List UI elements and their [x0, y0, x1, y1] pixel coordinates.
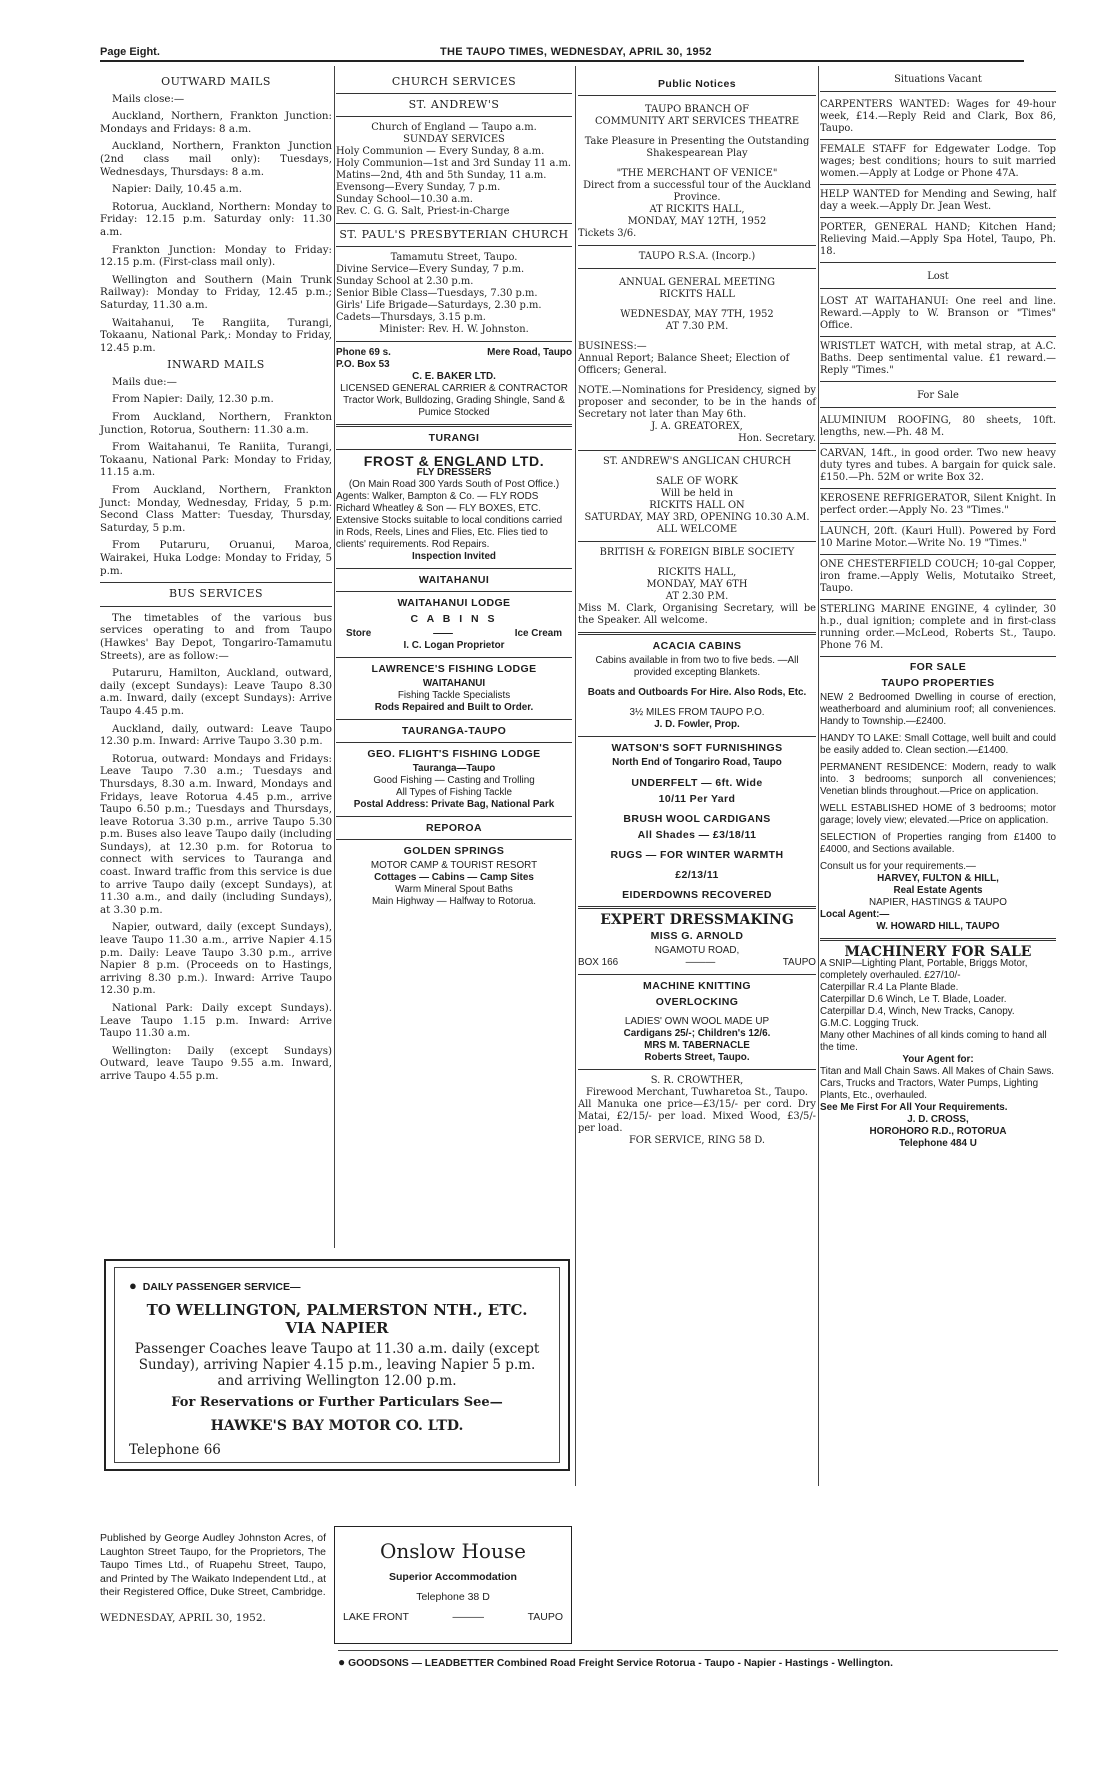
cabins: C A B I N S: [410, 613, 498, 625]
watson-title: WATSON'S SOFT FURNISHINGS: [611, 742, 783, 754]
bus-line: National Park: Daily except Sundays). Leave Taupo 1.15 p.m. Inward: Arrive Taupo 11.30 a.m.: [100, 1002, 332, 1040]
dress-line: MISS G. ARNOLD: [650, 930, 744, 942]
crowther-line: All Manuka one price—£3/15/- per cord. Dry Matai, £2/15/- per load. Mixed Wood, £3/5/- per load.: [578, 1099, 816, 1134]
church-line: Minister: Rev. H. W. Johnston.: [379, 324, 529, 335]
church-line: Senior Bible Class—Tuesdays, 7.30 p.m.: [336, 288, 538, 299]
frost-stock: Extensive Stocks suitable to local conditions carried in Rods, Reels, Lines and Flies, Etc. Flies tied to clients' requirements. Rod Repairs.: [336, 515, 563, 550]
notice-line: Take Pleasure in Presenting the Outstanding Shakespearean Play: [584, 136, 810, 159]
property-item: PERMANENT RESIDENCE: Modern, ready to walk into. 3 bedrooms; sunporch all conveniences; Venetian blinds throughout.—Price on application.: [820, 762, 1056, 797]
church-line: Rev. C. G. G. Salt, Priest-in-Charge: [336, 206, 510, 217]
property-item: SELECTION of Properties ranging from £1400 to £4000, and Sections available.: [820, 832, 1056, 855]
golden-line: Cottages — Cabins — Camp Sites: [374, 872, 534, 883]
imprint-date: WEDNESDAY, APRIL 30, 1952.: [100, 1611, 266, 1624]
church-line: Divine Service—Every Sunday, 7 p.m.: [336, 264, 525, 275]
mail-line: Napier: Daily, 10.45 a.m.: [112, 183, 242, 196]
watson-line: BRUSH WOOL CARDIGANS: [623, 813, 771, 825]
waitahanui-heading: WAITAHANUI: [418, 574, 490, 586]
column-divider: [334, 66, 335, 1248]
passenger-phone: Telephone 66: [129, 1442, 221, 1458]
baker-ad: Phone 69 s. Mere Road, Taupo P.O. Box 53 C. E. BAKER LTD. LICENSED GENERAL CARRIER & CONTRACTOR Tractor Work, Bulldozing, Grading Shingle, Sand & Pumice Stocked: [336, 347, 572, 418]
machinery-title: MACHINERY FOR SALE: [844, 944, 1032, 960]
situations-title: Situations Vacant: [894, 74, 982, 85]
golden-title: GOLDEN SPRINGS: [403, 845, 505, 857]
machinery-list: [820, 958, 1056, 1150]
crowther-line: FOR SERVICE, RING 58 D.: [628, 1135, 766, 1146]
notice-line: SALE OF WORK: [656, 476, 738, 487]
watson-line: £2/13/11: [675, 869, 719, 881]
mail-line: From Putaruru, Oruanui, Maroa, Wairakei, Huka Lodge: Monday to Friday, 5 p.m.: [100, 539, 332, 577]
inward-mails-title: INWARD MAILS: [167, 358, 265, 372]
onslow-lake: LAKE FRONT: [343, 1611, 409, 1623]
header-rule: [100, 60, 1024, 62]
dress-line: MRS M. TABERNACLE: [644, 1040, 750, 1051]
frost-sub: FLY DRESSERS: [416, 467, 492, 478]
notice-line: Hon. Secretary.: [738, 433, 816, 444]
reporoa-heading: REPOROA: [426, 822, 482, 834]
mail-line: Wellington and Southern (Main Trunk Railway): Monday to Friday, 12.45 p.m.; Saturday, 11.30 a.m.: [100, 273, 332, 311]
lawrence-line: WAITAHANUI: [422, 678, 486, 689]
passenger-res: For Reservations or Further Particulars See—: [171, 1395, 503, 1410]
anglican-title: ST. ANDREW'S ANGLICAN CHURCH: [603, 456, 791, 467]
page-header: [100, 44, 1024, 60]
bus-line: Putaruru, Hamilton, Auckland, outward, daily (except Sundays): Leave Taupo 8.30 a.m. Inward, daily (except Sundays): Arrive Taupo 4.45 p.m.: [100, 667, 332, 717]
column-divider: [818, 66, 819, 1486]
st-andrews-title: ST. ANDREW'S: [408, 98, 500, 111]
passenger-route: TO WELLINGTON, PALMERSTON NTH., ETC.: [146, 1301, 528, 1319]
public-notices-title: Public Notices: [658, 78, 736, 90]
column-mails: [100, 74, 332, 1088]
mail-line: From Napier: Daily, 12.30 p.m.: [112, 393, 274, 406]
machinery-item: G.M.C. Logging Truck.: [820, 1018, 919, 1029]
golden-line: Main Highway — Halfway to Rotorua.: [371, 896, 537, 907]
lawrence-title: LAWRENCE'S FISHING LODGE: [371, 663, 537, 675]
notice-line: AT RICKITS HALL,: [649, 204, 745, 215]
machinery-item: Many other Machines of all kinds coming to hand all the time.: [820, 1030, 1047, 1053]
mail-line: Auckland, Northern, Frankton Junction: Mondays and Fridays: 8 a.m.: [100, 110, 332, 135]
onslow-sup: Superior Accommodation: [389, 1571, 517, 1583]
notice-line: BUSINESS:—: [578, 341, 647, 352]
church-line: Holy Communion—1st and 3rd Sunday 11 a.m.: [336, 158, 571, 169]
notice-line: Tickets 3/6.: [578, 228, 637, 239]
classified-ad: STERLING MARINE ENGINE, 4 cylinder, 30 h.p., dual ignition; complete and in first-class running order.—McLeod, Roberts St., Taupo. Phone 76 M.: [820, 602, 1056, 657]
play-title: "THE MERCHANT OF VENICE": [616, 168, 778, 179]
onslow-tel: Telephone 38 D: [416, 1591, 490, 1603]
watson-line: 10/11 Per Yard: [658, 793, 736, 805]
lost-title: Lost: [927, 271, 949, 282]
geo-title: GEO. FLIGHT'S FISHING LODGE: [367, 748, 541, 760]
watson-line: EIDERDOWNS RECOVERED: [622, 889, 772, 901]
notice-line: AT 2.30 P.M.: [665, 591, 729, 602]
classified-ad: PORTER, GENERAL HAND; Kitchen Hand; Relieving Maid.—Apply Spa Hotel, Taupo, Ph. 18.: [820, 220, 1056, 263]
acacia-line: J. D. Fowler, Prop.: [654, 719, 740, 730]
dress-line: MACHINE KNITTING: [643, 980, 751, 992]
dress-line: LADIES' OWN WOOL MADE UP: [624, 1016, 770, 1027]
property-item: HANDY TO LAKE: Small Cottage, well built and could be easily added to. Clean section.—£1400.: [820, 733, 1056, 756]
notice-line: Miss M. Clark, Organising Secretary, will be the Speaker. All welcome.: [578, 603, 816, 626]
property-list: [820, 692, 1056, 933]
imprint-text: Published by George Audley Johnston Acres, of Laughton Street Taupo, for the Proprietors, The Taupo Times Ltd., of Ruapehu Street, Taupo, and Printed by The Waikato Independent Ltd., at their Registered Office, Duke Street, Cambridge.: [100, 1532, 326, 1598]
property-item: WELL ESTABLISHED HOME of 3 bedrooms; motor garage; lovely view; elevated.—Price on application.: [820, 803, 1056, 826]
lawrence-line: Fishing Tackle Specialists: [397, 690, 511, 701]
geo-line: Tauranga—Taupo: [412, 763, 496, 774]
dress-line: Cardigans 25/-; Children's 12/6.: [623, 1028, 771, 1039]
church-line: Sunday School at 2.30 p.m.: [336, 276, 474, 287]
notice-line: Will be held in: [660, 488, 734, 499]
frost-agents: Agents: Walker, Bampton & Co. — FLY RODS: [336, 491, 539, 502]
outward-mails-title: OUTWARD MAILS: [161, 75, 271, 88]
property-line: Local Agent:—: [820, 909, 890, 920]
onslow-name: Onslow House: [380, 1539, 526, 1563]
property-line: W. HOWARD HILL, TAUPO: [876, 921, 1000, 932]
notice-line: ALL WELCOME: [656, 524, 738, 535]
classified-ad: KEROSENE REFRIGERATOR, Silent Knight. In perfect order.—Apply No. 23 "Times.": [820, 491, 1056, 522]
classified-ad: CARVAN, 14ft., in good order. Two new heavy duty tyres and tubes. A bargain for quick sale. £150.—Ph. 52M or write Box 32.: [820, 446, 1056, 489]
rsa-title: TAUPO R.S.A. (Incorp.): [638, 251, 756, 262]
goodsons-banner: [338, 1650, 1058, 1669]
notice-line: MONDAY, MAY 12TH, 1952: [627, 216, 767, 227]
logan: I. C. Logan Proprietor: [403, 640, 505, 651]
watson-line: North End of Tongariro Road, Taupo: [612, 757, 782, 768]
machinery-line: See Me First For All Your Requirements.: [820, 1102, 1008, 1113]
church-line: Church of England — Taupo a.m.: [371, 122, 537, 133]
classified-ad: LOST AT WAITAHANUI: One reel and line. Reward.—Apply to W. Branson or "Times" Office.: [820, 294, 1056, 337]
dress-line: OVERLOCKING: [655, 996, 739, 1008]
bullet-icon: ●: [338, 1655, 346, 1669]
watson-line: All Shades — £3/18/11: [637, 829, 757, 841]
property-item: NEW 2 Bedroomed Dwelling in course of erection, weatherboard and aluminium roof; all conveniences. Handy to Township.—£2400.: [820, 692, 1056, 727]
classified-ad: WRISTLET WATCH, with metal strap, at A.C. Baths. Deep sentimental value. £1 reward.—Reply "Times.": [820, 339, 1056, 382]
property-line: NAPIER, HASTINGS & TAUPO: [869, 897, 1007, 908]
mail-line: Mails due:—: [112, 375, 177, 388]
golden-line: Warm Mineral Spout Baths: [395, 884, 513, 895]
geo-line: Good Fishing — Casting and Trolling: [373, 775, 535, 786]
bus-line: Wellington: Daily (except Sundays) Outward, leave Taupo 9.55 a.m. Inward, arrive Taupo 4.55 p.m.: [100, 1044, 332, 1082]
classified-ad: ONE CHESTERFIELD COUCH; 10-gal Copper, iron frame.—Apply Welis, Motutaiko Street, Taupo.: [820, 557, 1056, 600]
notice-line: Direct from a successful tour of the Auckland Province.: [583, 180, 811, 203]
church-line: Holy Communion — Every Sunday, 8 a.m.: [336, 146, 545, 157]
passenger-body: Passenger Coaches leave Taupo at 11.30 a.m. daily (except Sunday), arriving Napier 4.15 p.m., leaving Napier 5 p.m. and arriving Wellington 12.00 p.m.: [134, 1341, 540, 1389]
classified-ad: ALUMINIUM ROOFING, 80 sheets, 10ft. lengths, new.—Ph. 48 M.: [820, 413, 1056, 444]
crowther-line: S. R. CROWTHER,: [650, 1075, 744, 1086]
notice-line: J. A. GREATOREX,: [651, 421, 743, 432]
notice-line: SATURDAY, MAY 3RD, OPENING 10.30 A.M.: [584, 512, 810, 523]
column-divider: [575, 66, 576, 1486]
bus-services-title: BUS SERVICES: [168, 587, 264, 601]
machinery-line: J. D. CROSS,: [907, 1114, 969, 1125]
geo-line: Postal Address: Private Bag, National Park: [353, 799, 555, 810]
bible-title: BRITISH & FOREIGN BIBLE SOCIETY: [599, 547, 795, 558]
tt-heading: TAURANGA-TAUPO: [401, 725, 507, 737]
mail-line: From Waitahanui, Te Raniita, Turangi, Tokaanu, National Park: Monday to Friday, 11.15 a.m.: [100, 441, 332, 479]
masthead: THE TAUPO TIMES, WEDNESDAY, APRIL 30, 1952: [440, 46, 712, 58]
frost-agents: Richard Wheatley & Son — FLY BOXES, ETC.: [336, 503, 541, 514]
classified-ad: CARPENTERS WANTED: Wages for 49-hour week, £14.—Reply Reid and Clark, Box 86, Taupo.: [820, 97, 1056, 140]
notice-line: ANNUAL GENERAL MEETING: [618, 277, 775, 288]
property-line: Real Estate Agents: [893, 885, 983, 896]
church-line: Matins—2nd, 4th and 5th Sunday, 11 a.m.: [336, 170, 547, 181]
machinery-item: Caterpillar D.4, Winch, New Tracks, Canopy.: [820, 1006, 1015, 1017]
passenger-service-ad: [104, 1259, 570, 1471]
notice-line: MONDAY, MAY 6TH: [646, 579, 748, 590]
lodge-title: WAITAHANUI LODGE: [397, 597, 511, 609]
goodsons-text: GOODSONS — LEADBETTER Combined Road Freight Service Rotorua - Taupo - Napier - Hastings - Wellington.: [348, 1658, 893, 1669]
machinery-line: Your Agent for:: [902, 1054, 974, 1065]
watson-line: RUGS — FOR WINTER WARMTH: [610, 849, 784, 861]
onslow-house-ad: Onslow House Superior Accommodation Telephone 38 D LAKE FRONT ——— TAUPO: [334, 1526, 572, 1644]
machinery-line: HOROHORO R.D., ROTORUA: [869, 1126, 1007, 1137]
frost-title: FROST & ENGLAND LTD.: [363, 453, 545, 469]
mail-line: Frankton Junction: Monday to Friday: 12.15 p.m. (First-class mail only).: [100, 243, 332, 269]
column-classifieds: [820, 74, 1056, 1150]
property-line: HARVEY, FULTON & HILL,: [877, 873, 999, 884]
property-line: Consult us for your requirements.—: [820, 861, 976, 872]
notice-line: RICKITS HALL: [659, 289, 735, 300]
imprint: [100, 1532, 326, 1625]
passenger-route: VIA NAPIER: [285, 1319, 389, 1337]
mail-line: From Auckland, Northern, Frankton Junct: Monday, Wednesday, Friday, 5 p.m. Second Class Matter: Tuesday, Thursday, Saturday, 5 p.m.: [100, 484, 332, 534]
notice-line: TAUPO BRANCH OF: [644, 104, 750, 115]
classified-ad: LAUNCH, 20ft. (Kauri Hull). Powered by Ford 10 Marine Motor.—Write No. 19 "Times.": [820, 524, 1056, 555]
mail-line: Auckland, Northern, Frankton Junction (2nd class mail only): Tuesdays, Wednesdays, Thursdays: 8 a.m.: [100, 140, 332, 178]
mail-line: From Auckland, Northern, Frankton Junction, Rotorua, Southern: 11.30 a.m.: [100, 411, 332, 436]
column-church: CHURCH SERVICES ST. ANDREW'S Church of England — Taupo a.m. SUNDAY SERVICES Holy Communion — Every Sunday, 8 a.m. Holy Communion—1st and 3rd Sunday 11 a.m. Matins—2nd, 4th and 5th Sunday, 11 a.m. Evensong—Every Sunday, 7 p.m. Sunday School—10.30 a.m. Rev. C. G. G. Salt, Priest-in-Charge ST. PAUL'S PRESBYTERIAN CHURCH Tamamutu Street, Taupo. Divine Service—Every Sunday, 7 p.m. Sunday School at 2.30 p.m. Senior Bible Class—Tuesdays, 7.30 p.m. Girls' Life Brigade—Saturdays, 2.30 p.m. Cadets—Thursdays, 3.15 p.m. Minister: Rev. H. W. Johnston. Phone 69 s. Mere Road, Taupo P.O. Box 53 C. E. BAKER LTD. LICENSED GENERAL CARRIER & CONTRACTOR Tractor Work, Bulldozing, Grading Shingle, Sand & Pumice Stocked TURANGI FROST & ENGLAND LTD. FLY DRESSERS (On Main Road 300 Yards South of Post Office.) Agents: Walker, Bampton & Co. — FLY RODS Richard Wheatley & Son — FLY BOXES, ETC. Extensive Stocks suitable to local conditions carried in Rods, Reels, Lines and Flies, Etc. Flies tied to clients' requirements. Rod Repairs. Inspection Invited WAITAHANUI WAITAHANUI LODGE C A B I N S Store —— Ice Cream I. C. Logan Proprietor LAWRENCE'S FISHING LODGE WAITAHANUI Fishing Tackle Specialists Rods Repaired and Built to Order. TAURANGA-TAUPO GEO. FLIGHT'S FISHING LODGE Tauranga—Taupo Good Fishing — Casting and Trolling All Types of Fishing Tackle Postal Address: Private Bag, National Park REPOROA GOLDEN SPRINGS MOTOR CAMP & TOURIST RESORT Cottages — Cabins — Camp Sites Warm Mineral Spout Baths Main Highway — Halfway to Rotorua.: [336, 75, 572, 907]
dress-line: Roberts Street, Taupo.: [644, 1052, 750, 1063]
notice-line: COMMUNITY ART SERVICES THEATRE: [594, 116, 800, 127]
notice-line: RICKITS HALL ON: [649, 500, 745, 511]
acacia-line: 3½ MILES FROM TAUPO P.O.: [629, 707, 765, 718]
golden-line: MOTOR CAMP & TOURIST RESORT: [370, 860, 538, 871]
bus-line: Rotorua, outward: Mondays and Fridays: Leave Taupo 7.30 a.m.; Tuesdays and Thursdays, 8.30 a.m. Inward, Mondays and Fridays, leave Rotorua 4.45 p.m., arrive Taupo 6.50 p.m.; Tuesdays and Thursdays, leave Rotorua 3.30 p.m., arrive Taupo 5.30 p.m. Buses also leave Taupo daily (including Sundays), at 12.30 p.m. for Rotorua to connect with services to Tauranga and coast. Inward traffic from this service is due to arrive Taupo daily (except Sundays), at 11.30 a.m., and daily (including Sundays), at 3.30 p.m.: [100, 752, 332, 916]
frost-insp: Inspection Invited: [412, 551, 496, 562]
geo-line: All Types of Fishing Tackle: [396, 787, 512, 798]
church-line: Evensong—Every Sunday, 7 p.m.: [336, 182, 501, 193]
bullet-icon: ●: [129, 1278, 137, 1293]
passenger-company: HAWKE'S BAY MOTOR CO. LTD.: [210, 1418, 464, 1434]
st-pauls-title: ST. PAUL'S PRESBYTERIAN CHURCH: [339, 228, 569, 241]
passenger-tag: DAILY PASSENGER SERVICE—: [142, 1281, 301, 1293]
church-line: Girls' Life Brigade—Saturdays, 2.30 p.m.: [336, 300, 542, 311]
column-notices: Public Notices TAUPO BRANCH OF COMMUNITY ART SERVICES THEATRE Take Pleasure in Presenting the Outstanding Shakespearean Play "THE MERCHANT OF VENICE" Direct from a successful tour of the Auckland Province. AT RICKITS HALL, MONDAY, MAY 12TH, 1952 Tickets 3/6. TAUPO R.S.A. (Incorp.) ANNUAL GENERAL MEETING RICKITS HALL WEDNESDAY, MAY 7TH, 1952 AT 7.30 P.M. BUSINESS:— Annual Report; Balance Sheet; Election of Officers; General. NOTE.—Nominations for Presidency, signed by proposer and seconder, to be in the hands of Secretary not later than May 6th. J. A. GREATOREX, Hon. Secretary. ST. ANDREW'S ANGLICAN CHURCH SALE OF WORK Will be held in RICKITS HALL ON SATURDAY, MAY 3RD, OPENING 10.30 A.M. ALL WELCOME BRITISH & FOREIGN BIBLE SOCIETY RICKITS HALL, MONDAY, MAY 6TH AT 2.30 P.M. Miss M. Clark, Organising Secretary, will be the Speaker. All welcome. ACACIA CABINS Cabins available in from two to five beds. —All provided excepting Blankets. Boats and Outboards For Hire. Also Rods, Etc. 3½ MILES FROM TAUPO P.O. J. D. Fowler, Prop. WATSON'S SOFT FURNISHINGS North End of Tongariro Road, Taupo UNDERFELT — 6ft. Wide 10/11 Per Yard BRUSH WOOL CARDIGANS All Shades — £3/18/11 RUGS — FOR WINTER WARMTH £2/13/11 EIDERDOWNS RECOVERED EXPERT DRESSMAKING MISS G. ARNOLD NGAMOTU ROAD, BOX 166 ——— TAUPO MACHINE KNITTING OVERLOCKING LADIES' OWN WOOL MADE UP Cardigans 25/-; Children's 12/6. MRS M. TABERNACLE Roberts Street, Taupo. S. R. CROWTHER, Firewood Merchant, Tuwharetoa St., Taupo. All Manuka one price—£3/15/- per cord. Dry Matai, £2/15/- per load. Mixed Wood, £3/5/- per load. FOR SERVICE, RING 58 D.: [578, 78, 816, 1146]
mail-line: Mails close:—: [112, 92, 185, 105]
mail-line: Rotorua, Auckland, Northern: Monday to Friday: 12.15 p.m. Saturday only: 11.30 a.m.: [100, 200, 332, 238]
notice-line: WEDNESDAY, MAY 7TH, 1952: [620, 309, 774, 320]
bus-line: Auckland, daily, outward: Leave Taupo 12.30 p.m. Inward: Arrive Taupo 3.30 p.m.: [100, 722, 332, 748]
properties-heading: TAUPO PROPERTIES: [881, 677, 995, 689]
turangi-heading: TURANGI: [428, 432, 480, 444]
dress-line: NGAMOTU ROAD,: [654, 945, 740, 956]
notice-line: Annual Report; Balance Sheet; Election of Officers; General.: [578, 353, 790, 376]
bus-line: The timetables of the various bus services operating to and from Taupo (Hawkes' Bay Depot, Tongariro-Tamamutu Streets), are as follow:—: [100, 611, 332, 662]
machinery-line: Telephone 484 U: [899, 1138, 977, 1149]
machinery-item: Caterpillar D.6 Winch, Le T. Blade, Loader.: [820, 994, 1007, 1005]
for-sale-title: For Sale: [917, 390, 959, 401]
lawrence-line: Rods Repaired and Built to Order.: [374, 702, 534, 713]
bus-line: Napier, outward, daily (except Sundays), leave Taupo 11.30 a.m., arrive Napier 4.15 p.m. Daily: Leave Taupo 3.30 p.m., arrive Napier 8 p.m. (Proceeds on to Hastings, arriving 8.30 p.m.). Inward: Arrive Taupo 12.30 p.m.: [100, 921, 332, 997]
notice-line: NOTE.—Nominations for Presidency, signed by proposer and seconder, to be in the hands of Secretary not later than May 6th.: [578, 385, 816, 420]
notice-line: AT 7.30 P.M.: [665, 321, 729, 332]
crowther-line: Firewood Merchant, Tuwharetoa St., Taupo.: [585, 1087, 809, 1098]
church-line: Cadets—Thursdays, 3.15 p.m.: [336, 312, 486, 323]
properties-heading: FOR SALE: [909, 661, 967, 673]
church-line: SUNDAY SERVICES: [403, 134, 505, 145]
machinery-line: Cars, Trucks and Tractors, Water Pumps, Lighting Plants, Etc., overhauled.: [820, 1078, 1039, 1101]
onslow-taupo: TAUPO: [527, 1611, 563, 1623]
notice-line: RICKITS HALL,: [657, 567, 737, 578]
page-number: Page Eight.: [100, 46, 160, 58]
church-services-title: CHURCH SERVICES: [391, 75, 517, 88]
acacia-line: Boats and Outboards For Hire. Also Rods, Etc.: [587, 687, 807, 698]
classified-ad: FEMALE STAFF for Edgewater Lodge. Top wages; best conditions; hours to suit married women.—Apply at Lodge or Phone 47A.: [820, 142, 1056, 185]
machinery-item: Caterpillar R.4 La Plante Blade.: [820, 982, 959, 993]
acacia-title: ACACIA CABINS: [652, 640, 742, 652]
frost-loc: (On Main Road 300 Yards South of Post Office.): [348, 479, 560, 490]
classified-ad: HELP WANTED for Mending and Sewing, half day a week.—Apply Dr. Jean West.: [820, 187, 1056, 218]
machinery-line: Titan and Mall Chain Saws. All Makes of Chain Saws.: [820, 1066, 1054, 1077]
machinery-item: A SNIP—Lighting Plant, Portable, Briggs Motor, completely overhauled. £27/10/-: [820, 958, 1028, 981]
church-line: Sunday School—10.30 a.m.: [336, 194, 473, 205]
mail-line: Waitahanui, Te Rangiita, Turangi, Tokaanu, National Park,: Monday to Friday, 12.45 p.m.: [100, 316, 332, 354]
acacia-line: Cabins available in from two to five beds. —All provided excepting Blankets.: [595, 655, 799, 678]
church-line: Tamamutu Street, Taupo.: [390, 252, 518, 263]
watson-line: UNDERFELT — 6ft. Wide: [631, 777, 763, 789]
dressmaking-title: EXPERT DRESSMAKING: [600, 912, 794, 928]
